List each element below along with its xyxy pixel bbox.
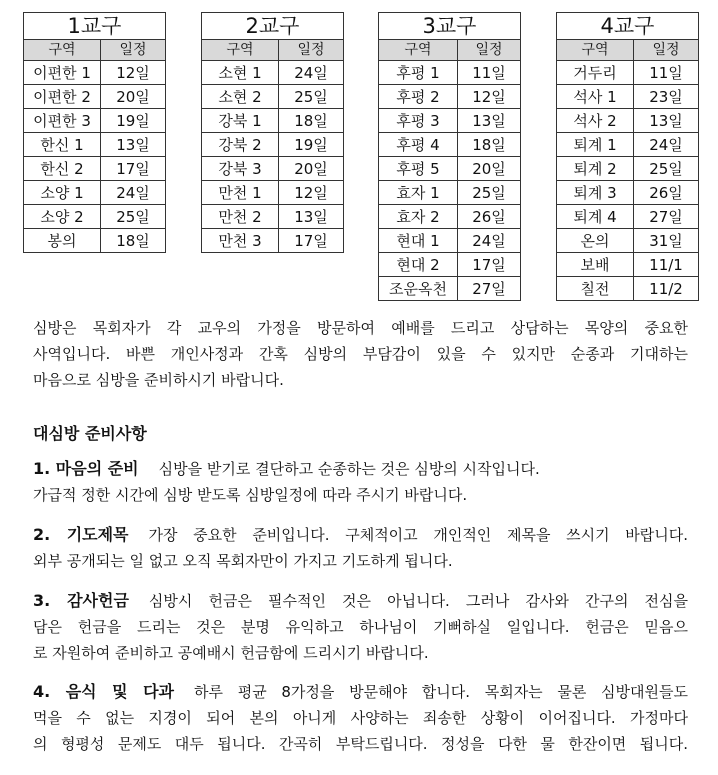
date-cell: 25일 bbox=[279, 85, 344, 109]
table-row bbox=[557, 157, 699, 181]
item-line bbox=[33, 679, 688, 705]
table-row bbox=[202, 109, 344, 133]
date-cell: 27일 bbox=[634, 205, 699, 229]
area-cell: 석사 2 bbox=[557, 109, 634, 133]
date-cell: 17일 bbox=[458, 253, 521, 277]
table-row bbox=[379, 61, 521, 85]
item-text: 가장 중요한 준비입니다. 구체적이고 개인적인 제목을 쓰시기 바랍니다. bbox=[148, 526, 688, 544]
table-row bbox=[24, 61, 166, 85]
table-row bbox=[202, 85, 344, 109]
column-header-area: 구역 bbox=[557, 40, 634, 61]
table-row bbox=[379, 133, 521, 157]
table-row bbox=[202, 61, 344, 85]
district-title: 3교구 bbox=[379, 13, 521, 40]
column-header-area: 구역 bbox=[202, 40, 279, 61]
area-cell: 퇴계 3 bbox=[557, 181, 634, 205]
area-cell: 강북 3 bbox=[202, 157, 279, 181]
date-cell: 19일 bbox=[279, 133, 344, 157]
intro-line: 사역입니다. 바쁜 개인사정과 간혹 심방의 부담감이 있을 수 있지만 순종과 기대하는 bbox=[33, 345, 688, 363]
table-row bbox=[24, 229, 166, 253]
item-text: 하루 평균 8가정을 방문해야 합니다. 목회자는 물론 심방대원들도 bbox=[194, 683, 688, 701]
district-table-4 bbox=[556, 12, 699, 301]
item-line bbox=[33, 588, 688, 614]
table-row bbox=[24, 181, 166, 205]
area-cell: 후평 1 bbox=[379, 61, 458, 85]
item-line: 가급적 정한 시간에 심방 받도록 심방일정에 따라 주시기 바랍니다. bbox=[33, 486, 468, 504]
item-title: 4. 음식 및 다과 bbox=[33, 682, 175, 701]
item-text: 심방을 받기로 결단하고 순종하는 것은 심방의 시작입니다. bbox=[158, 460, 540, 478]
date-cell: 23일 bbox=[634, 85, 699, 109]
date-cell: 25일 bbox=[634, 157, 699, 181]
table-row bbox=[379, 109, 521, 133]
date-cell: 18일 bbox=[279, 109, 344, 133]
item-title: 3. 감사헌금 bbox=[33, 591, 129, 610]
item-line: 담은 헌금을 드리는 것은 분명 유익하고 하나님이 기뻐하실 일입니다. 헌금은 믿음으 bbox=[33, 618, 688, 636]
district-title: 2교구 bbox=[202, 13, 344, 40]
table-row bbox=[379, 205, 521, 229]
date-cell: 12일 bbox=[101, 61, 166, 85]
item-line bbox=[33, 522, 688, 548]
table-row bbox=[557, 61, 699, 85]
table-row bbox=[379, 253, 521, 277]
area-cell: 소현 1 bbox=[202, 61, 279, 85]
table-row bbox=[24, 157, 166, 181]
item-line: 로 자원하여 준비하고 공예배시 헌금함에 드리시기 바랍니다. bbox=[33, 644, 429, 662]
table-row bbox=[379, 277, 521, 301]
table-row bbox=[557, 109, 699, 133]
table-row bbox=[379, 157, 521, 181]
table-row bbox=[202, 157, 344, 181]
table-row bbox=[202, 205, 344, 229]
column-header-date: 일정 bbox=[279, 40, 344, 61]
date-cell: 24일 bbox=[458, 229, 521, 253]
column-header-area: 구역 bbox=[379, 40, 458, 61]
date-cell: 12일 bbox=[458, 85, 521, 109]
prep-item-1 bbox=[33, 456, 688, 508]
date-cell: 13일 bbox=[634, 109, 699, 133]
area-cell: 퇴계 2 bbox=[557, 157, 634, 181]
date-cell: 20일 bbox=[101, 85, 166, 109]
date-cell: 18일 bbox=[101, 229, 166, 253]
table-row bbox=[24, 109, 166, 133]
area-cell: 후평 5 bbox=[379, 157, 458, 181]
area-cell: 후평 2 bbox=[379, 85, 458, 109]
area-cell: 강북 2 bbox=[202, 133, 279, 157]
table-row bbox=[379, 85, 521, 109]
date-cell: 20일 bbox=[458, 157, 521, 181]
area-cell: 소현 2 bbox=[202, 85, 279, 109]
table-row bbox=[557, 277, 699, 301]
date-cell: 11일 bbox=[634, 61, 699, 85]
district-title: 1교구 bbox=[24, 13, 166, 40]
area-cell: 강북 1 bbox=[202, 109, 279, 133]
area-cell: 후평 4 bbox=[379, 133, 458, 157]
table-row bbox=[202, 181, 344, 205]
area-cell: 석사 1 bbox=[557, 85, 634, 109]
intro-line: 심방은 목회자가 각 교우의 가정을 방문하여 예배를 드리고 상담하는 목양의 중요한 bbox=[33, 319, 688, 337]
section-heading: 대심방 준비사항 bbox=[33, 424, 147, 443]
area-cell: 만천 3 bbox=[202, 229, 279, 253]
area-cell: 효자 1 bbox=[379, 181, 458, 205]
area-cell: 이편한 3 bbox=[24, 109, 101, 133]
item-text: 심방시 헌금은 필수적인 것은 아닙니다. 그러나 감사와 간구의 전심을 bbox=[148, 592, 689, 610]
schedule-tables bbox=[0, 0, 718, 300]
date-cell: 17일 bbox=[279, 229, 344, 253]
column-header-date: 일정 bbox=[458, 40, 521, 61]
area-cell: 소양 1 bbox=[24, 181, 101, 205]
item-line: 의 형평성 문제도 대두 됩니다. 간곡히 부탁드립니다. 정성을 다한 물 한잔이면 됩니다. bbox=[33, 735, 688, 753]
area-cell: 효자 2 bbox=[379, 205, 458, 229]
date-cell: 11일 bbox=[458, 61, 521, 85]
date-cell: 11/1 bbox=[634, 253, 699, 277]
area-cell: 봉의 bbox=[24, 229, 101, 253]
date-cell: 18일 bbox=[458, 133, 521, 157]
area-cell: 칠전 bbox=[557, 277, 634, 301]
date-cell: 13일 bbox=[458, 109, 521, 133]
date-cell: 24일 bbox=[101, 181, 166, 205]
date-cell: 25일 bbox=[458, 181, 521, 205]
area-cell: 퇴계 1 bbox=[557, 133, 634, 157]
item-title: 1. 마음의 준비 bbox=[33, 459, 139, 478]
date-cell: 26일 bbox=[458, 205, 521, 229]
area-cell: 한신 2 bbox=[24, 157, 101, 181]
date-cell: 24일 bbox=[634, 133, 699, 157]
date-cell: 13일 bbox=[279, 205, 344, 229]
prep-item-2 bbox=[33, 522, 688, 574]
area-cell: 이편한 2 bbox=[24, 85, 101, 109]
table-row bbox=[24, 85, 166, 109]
column-header-date: 일정 bbox=[634, 40, 699, 61]
date-cell: 20일 bbox=[279, 157, 344, 181]
table-row bbox=[557, 229, 699, 253]
table-row bbox=[557, 253, 699, 277]
area-cell: 거두리 bbox=[557, 61, 634, 85]
date-cell: 11/2 bbox=[634, 277, 699, 301]
area-cell: 이편한 1 bbox=[24, 61, 101, 85]
date-cell: 27일 bbox=[458, 277, 521, 301]
table-row bbox=[202, 133, 344, 157]
area-cell: 퇴계 4 bbox=[557, 205, 634, 229]
table-row bbox=[379, 181, 521, 205]
district-table-2 bbox=[201, 12, 344, 253]
item-line: 먹을 수 없는 지경이 되어 본의 아니게 사양하는 죄송한 상황이 이어집니다. 가정마다 bbox=[33, 709, 688, 727]
table-row bbox=[24, 133, 166, 157]
area-cell: 후평 3 bbox=[379, 109, 458, 133]
area-cell: 한신 1 bbox=[24, 133, 101, 157]
area-cell: 보배 bbox=[557, 253, 634, 277]
date-cell: 19일 bbox=[101, 109, 166, 133]
area-cell: 조운옥천 bbox=[379, 277, 458, 301]
date-cell: 13일 bbox=[101, 133, 166, 157]
area-cell: 현대 1 bbox=[379, 229, 458, 253]
date-cell: 26일 bbox=[634, 181, 699, 205]
prep-item-3 bbox=[33, 588, 688, 666]
area-cell: 소양 2 bbox=[24, 205, 101, 229]
date-cell: 24일 bbox=[279, 61, 344, 85]
date-cell: 12일 bbox=[279, 181, 344, 205]
item-line bbox=[33, 456, 688, 482]
prep-item-4 bbox=[33, 679, 688, 757]
table-row bbox=[557, 85, 699, 109]
district-title: 4교구 bbox=[557, 13, 699, 40]
area-cell: 온의 bbox=[557, 229, 634, 253]
table-row bbox=[557, 181, 699, 205]
table-row bbox=[557, 205, 699, 229]
district-table-1 bbox=[23, 12, 166, 253]
area-cell: 만천 2 bbox=[202, 205, 279, 229]
table-row bbox=[379, 229, 521, 253]
area-cell: 만천 1 bbox=[202, 181, 279, 205]
district-table-3 bbox=[378, 12, 521, 301]
date-cell: 25일 bbox=[101, 205, 166, 229]
intro-line: 마음으로 심방을 준비하시기 바랍니다. bbox=[33, 371, 284, 389]
table-row bbox=[557, 133, 699, 157]
column-header-date: 일정 bbox=[101, 40, 166, 61]
column-header-area: 구역 bbox=[24, 40, 101, 61]
area-cell: 현대 2 bbox=[379, 253, 458, 277]
table-row bbox=[202, 229, 344, 253]
item-line: 외부 공개되는 일 없고 오직 목회자만이 가지고 기도하게 됩니다. bbox=[33, 552, 453, 570]
item-title: 2. 기도제목 bbox=[33, 525, 129, 544]
date-cell: 31일 bbox=[634, 229, 699, 253]
table-row bbox=[24, 205, 166, 229]
date-cell: 17일 bbox=[101, 157, 166, 181]
